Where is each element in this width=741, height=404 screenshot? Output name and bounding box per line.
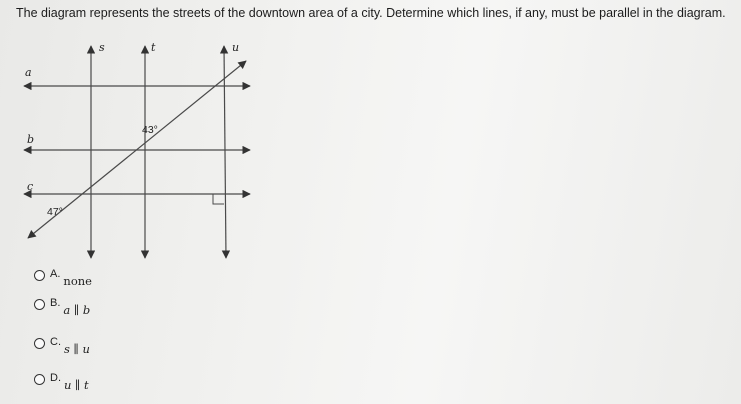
question-text: The diagram represents the streets of the downtown area of a city. Determine which lines, if any, must be parallel in the diagram.: [16, 6, 726, 20]
choice-b-text: a ∥ b: [63, 303, 91, 317]
label-a: a: [25, 66, 32, 79]
label-u: u: [232, 41, 240, 54]
choice-d[interactable]: [34, 372, 89, 392]
label-t: t: [151, 41, 156, 54]
radio-choice-b[interactable]: [34, 299, 45, 310]
choice-b-letter: B.: [50, 297, 61, 309]
label-s: s: [99, 41, 105, 54]
angle-47-label: 47°: [47, 206, 63, 218]
radio-choice-d[interactable]: [34, 374, 45, 385]
angle-43-label: 43°: [142, 124, 158, 136]
choice-a[interactable]: [34, 268, 92, 288]
right-angle-mark: [213, 194, 224, 204]
choice-d-text: u ∥ t: [64, 378, 89, 392]
choice-c[interactable]: [34, 336, 90, 356]
choice-c-letter: C.: [50, 336, 61, 348]
choice-a-text: none: [63, 274, 92, 288]
radio-choice-a[interactable]: [34, 270, 45, 281]
label-b: b: [27, 133, 35, 146]
choice-d-letter: D.: [50, 372, 61, 384]
choice-b[interactable]: [34, 297, 90, 317]
choice-c-text: s ∥ u: [64, 342, 90, 356]
label-c: c: [27, 180, 34, 193]
radio-choice-c[interactable]: [34, 338, 45, 349]
choice-a-letter: A.: [50, 268, 61, 280]
